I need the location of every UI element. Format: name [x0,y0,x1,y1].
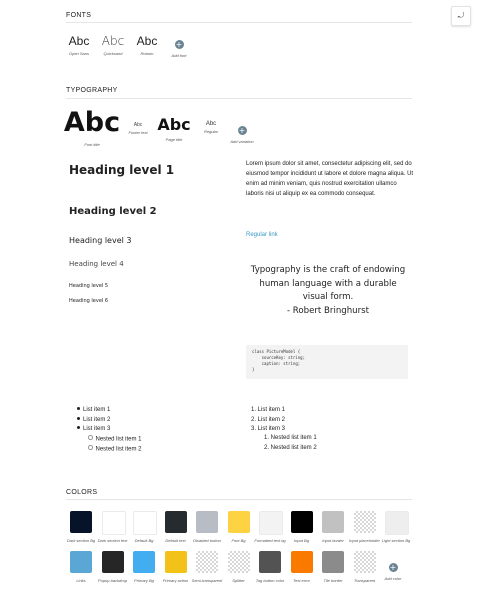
color-swatch-label: Input border [322,538,344,543]
ordered-nested-list-item: 1. Nested list item 1 [264,435,317,441]
color-swatch-label: Formatted text bg [254,538,286,543]
font-label: Quicksand [103,51,123,56]
typo-card-regular[interactable] [200,121,222,134]
font-card-open-sans[interactable] [65,34,93,56]
colors-divider [66,499,412,500]
bullet-icon [88,445,93,450]
color-swatch[interactable] [133,551,155,573]
plus-icon: + [238,126,246,135]
list-item-text: List item 2 [83,417,111,423]
heading-level-4: Heading level 4 [69,260,124,268]
font-card-roboto[interactable] [133,34,161,56]
typo-card-font-title[interactable] [63,108,121,147]
bullet-icon [77,426,80,429]
color-swatch[interactable] [102,551,124,573]
color-swatch[interactable] [228,511,250,533]
list-item [77,426,110,432]
font-sample: Abc [136,34,158,48]
list-item-text: List item 3 [83,426,111,432]
quote-author: - Robert Bringhurst [286,305,370,316]
color-swatch-label: Splitter [232,578,245,583]
heading-level-3: Heading level 3 [69,236,132,245]
typography-section-title: TYPOGRAPHY [66,87,118,94]
color-swatch-label: Transparent [353,578,376,583]
color-swatch-label: Primary action [162,578,189,583]
typo-card-footer-text[interactable] [126,122,150,135]
font-card-quicksand[interactable] [99,34,127,56]
color-swatch-label: Text error [293,578,310,583]
heading-level-5: Heading level 5 [69,283,109,289]
color-swatch[interactable] [165,511,187,533]
color-swatch[interactable] [70,551,92,573]
color-swatch[interactable] [354,551,376,573]
color-swatch-label: Dark section text [97,538,128,543]
color-swatch-label: Tag button color [255,578,285,583]
plus-icon: + [175,40,183,49]
regular-link[interactable]: Regular link [246,232,278,238]
add-color-label: Add color [384,576,402,581]
font-label: Open Sans [68,51,89,56]
nested-list-item [88,445,142,453]
color-swatch[interactable] [322,511,344,533]
typo-sample: Abc [63,107,121,138]
typo-label: Page title [165,137,183,142]
add-variation-label: Add variation [230,139,254,144]
color-swatch-label: Primary Bg [134,578,154,583]
share-icon: ⤾ [457,11,465,20]
ordered-list-item: 1. List item 1 [251,407,286,413]
color-swatch-label: Default text [165,538,186,543]
list-item-text: List item 1 [83,407,111,413]
color-swatch[interactable] [291,511,313,533]
color-swatch-label: Input Bg [294,538,309,543]
color-swatch[interactable] [70,511,92,533]
heading-level-2: Heading level 2 [69,206,157,217]
font-sample: Abc [101,34,125,48]
list-item [77,407,110,413]
color-swatch-label: Light section Bg [381,538,411,543]
bullet-icon [77,417,80,420]
add-font-label: Add font [171,53,187,58]
color-swatch[interactable] [259,511,283,535]
color-swatch-label: Disabled button [193,538,221,543]
typo-card-page-title[interactable] [155,115,193,142]
colors-section-title: COLORS [66,489,98,496]
heading-level-6: Heading level 6 [69,298,109,304]
code-block: class PictureModel { sourceKey: string; caption: string; } [246,345,408,379]
paragraph-text: Lorem ipsum dolor sit amet, consectetur adipiscing elit, sed do eiusmod tempor incididunt ut labore et dolore magna aliqua. Ut enim ad minim veniam, quis nostrud exercitation ullamco laboris nisi ut aliquip ex ea commodo consequat. [246,161,414,197]
typo-sample: Abc [157,115,191,134]
color-swatch-label: Semi-transparent [191,578,223,583]
typo-sample: Abc [205,121,217,127]
ordered-nested-list-item: 2. Nested list item 2 [264,445,317,451]
color-swatch-label: Dark section Bg [66,538,96,543]
color-swatch[interactable] [291,551,313,573]
typography-divider [66,98,412,99]
list-item-text: Nested list item 2 [95,446,142,453]
add-color-button[interactable] [381,557,405,581]
color-swatch[interactable] [102,511,126,535]
blockquote [246,264,410,318]
color-swatch[interactable] [322,551,344,573]
color-swatch-label: Links [76,578,86,583]
ordered-list-item: 2. List item 2 [251,417,286,423]
heading-level-1: Heading level 1 [69,163,175,177]
color-swatch-label: Font Bg [231,538,246,543]
quote-text: Typography is the craft of endowing human language with a durable visual form. [250,265,406,302]
color-swatch[interactable] [354,511,376,533]
color-swatch[interactable] [196,551,218,573]
add-font-button[interactable] [166,34,192,58]
font-label: Roboto [140,51,154,56]
list-item [77,417,110,423]
fonts-divider [66,22,412,23]
fonts-section-title: FONTS [66,12,92,19]
add-variation-button[interactable] [228,120,256,144]
color-swatch-label: Default Bg [134,538,154,543]
color-swatch-label: Tile border [323,578,343,583]
nested-list-item [88,435,142,443]
color-swatch-label: Input placeholder [349,538,380,543]
typo-label: Regular [203,129,218,134]
color-swatch[interactable] [385,511,409,535]
color-swatch[interactable] [259,551,281,573]
share-button[interactable] [451,6,471,26]
color-swatch-label: Popup backdrop [97,578,128,583]
ordered-list-item: 3. List item 3 [251,426,286,432]
typo-label: Font title [84,142,100,147]
plus-icon: + [389,563,397,572]
typo-sample: Abc [133,122,143,128]
typo-label: Footer text [128,130,148,135]
color-swatch[interactable] [228,551,250,573]
bullet-icon [77,407,80,410]
color-swatch[interactable] [165,551,187,573]
color-swatch[interactable] [196,511,218,533]
color-swatch[interactable] [133,511,157,535]
font-sample: Abc [68,34,90,48]
list-item-text: Nested list item 1 [95,436,142,443]
bullet-icon [88,435,93,440]
